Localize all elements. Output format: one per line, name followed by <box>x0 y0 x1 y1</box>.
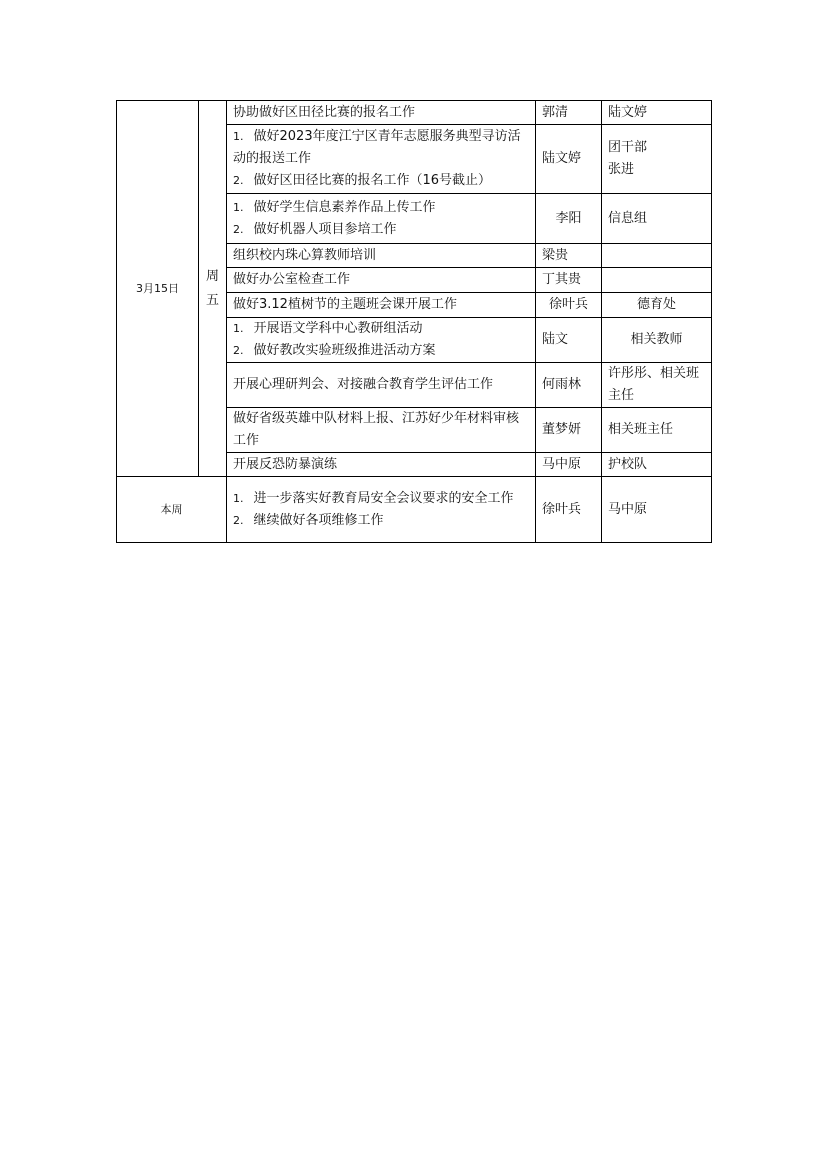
person-cell: 何雨林 <box>536 363 602 408</box>
weekday-cell <box>199 101 227 477</box>
dept-cell: 相关班主任 <box>602 408 712 453</box>
task-cell: 组织校内珠心算教师培训 <box>227 244 536 268</box>
dept-cell <box>602 125 712 194</box>
task-cell: 做好省级英雄中队材料上报、江苏好少年材料审核工作 <box>227 408 536 453</box>
person-cell: 徐叶兵 <box>536 477 602 543</box>
task-cell <box>227 194 536 244</box>
dept-cell: 相关教师 <box>602 318 712 363</box>
person-cell: 陆文 <box>536 318 602 363</box>
dept-cell: 许彤彤、相关班主任 <box>602 363 712 408</box>
table-row <box>117 477 712 543</box>
dept-cell: 德育处 <box>602 293 712 318</box>
person-cell: 梁贵 <box>536 244 602 268</box>
person-cell: 李阳 <box>536 194 602 244</box>
dept-cell: 信息组 <box>602 194 712 244</box>
task-cell <box>227 125 536 194</box>
person-cell: 郭清 <box>536 101 602 125</box>
task-item: 2. 做好教改实验班级推进活动方案 <box>233 343 436 358</box>
person-cell: 董梦妍 <box>536 408 602 453</box>
task-cell: 做好办公室检查工作 <box>227 268 536 293</box>
dept-cell <box>602 244 712 268</box>
task-cell: 做好3.12植树节的主题班会课开展工作 <box>227 293 536 318</box>
schedule-table <box>116 100 712 543</box>
task-item: 1. 开展语文学科中心教研组活动 <box>233 321 423 336</box>
dept-cell <box>602 268 712 293</box>
task-item: 2. 做好区田径比赛的报名工作（16号截止） <box>233 173 492 188</box>
task-item: 1. 做好2023年度江宁区青年志愿服务典型寻访活动的报送工作 <box>233 129 521 166</box>
task-cell <box>227 318 536 363</box>
task-cell: 协助做好区田径比赛的报名工作 <box>227 101 536 125</box>
task-cell <box>227 477 536 543</box>
task-cell: 开展反恐防暴演练 <box>227 453 536 477</box>
task-item: 2. 继续做好各项维修工作 <box>233 512 384 528</box>
person-cell: 陆文婷 <box>536 125 602 194</box>
date-cell: 3月15日 <box>117 101 199 477</box>
dept-line: 张进 <box>608 162 635 177</box>
dept-line: 团干部 <box>608 140 648 155</box>
task-item: 2. 做好机器人项目参培工作 <box>233 221 397 237</box>
task-item: 1. 做好学生信息素养作品上传工作 <box>233 199 436 215</box>
person-cell: 徐叶兵 <box>536 293 602 318</box>
weekday-label: 周五 <box>205 268 219 308</box>
dept-cell: 护校队 <box>602 453 712 477</box>
dept-cell: 马中原 <box>602 477 712 543</box>
dept-cell: 陆文婷 <box>602 101 712 125</box>
person-cell: 马中原 <box>536 453 602 477</box>
person-cell: 丁其贵 <box>536 268 602 293</box>
week-label-cell: 本周 <box>117 477 227 543</box>
table-row <box>117 101 712 125</box>
task-cell: 开展心理研判会、对接融合教育学生评估工作 <box>227 363 536 408</box>
task-item: 1. 进一步落实好教育局安全会议要求的安全工作 <box>233 490 514 506</box>
